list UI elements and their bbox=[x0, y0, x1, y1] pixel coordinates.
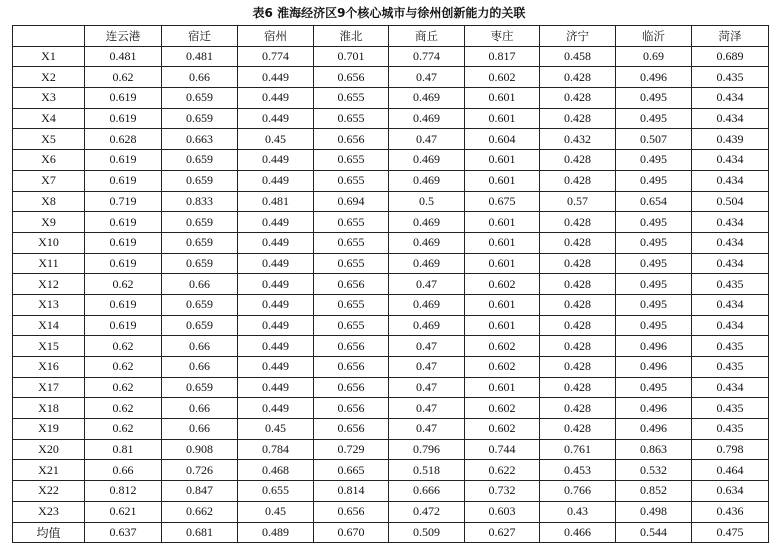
table-cell: 0.694 bbox=[314, 191, 389, 212]
table-cell: 0.469 bbox=[389, 150, 465, 171]
table-cell: 0.601 bbox=[465, 88, 540, 109]
table-body bbox=[13, 46, 769, 543]
table-cell: 0.449 bbox=[238, 274, 314, 295]
table-cell: 0.466 bbox=[540, 522, 616, 543]
table-cell: 0.602 bbox=[465, 274, 540, 295]
table-cell: 0.449 bbox=[238, 232, 314, 253]
row-label: X3 bbox=[13, 88, 85, 109]
table-row bbox=[13, 419, 769, 440]
row-label: X10 bbox=[13, 232, 85, 253]
table-row bbox=[13, 315, 769, 336]
table-cell: 0.449 bbox=[238, 212, 314, 233]
table-cell: 0.453 bbox=[540, 460, 616, 481]
table-cell: 0.495 bbox=[616, 212, 692, 233]
table-cell: 0.659 bbox=[162, 294, 238, 315]
table-cell: 0.469 bbox=[389, 108, 465, 129]
table-row bbox=[13, 294, 769, 315]
table-cell: 0.428 bbox=[540, 357, 616, 378]
row-label: X14 bbox=[13, 315, 85, 336]
table-cell: 0.518 bbox=[389, 460, 465, 481]
table-cell: 0.659 bbox=[162, 108, 238, 129]
table-cell: 0.619 bbox=[85, 294, 162, 315]
table-cell: 0.432 bbox=[540, 129, 616, 150]
table-cell: 0.656 bbox=[314, 501, 389, 522]
table-cell: 0.45 bbox=[238, 419, 314, 440]
row-label: X2 bbox=[13, 67, 85, 88]
row-label: X15 bbox=[13, 336, 85, 357]
table-cell: 0.659 bbox=[162, 88, 238, 109]
table-cell: 0.656 bbox=[314, 129, 389, 150]
table-cell: 0.602 bbox=[465, 67, 540, 88]
table-cell: 0.428 bbox=[540, 232, 616, 253]
table-cell: 0.481 bbox=[162, 46, 238, 67]
table-cell: 0.449 bbox=[238, 315, 314, 336]
row-label: X13 bbox=[13, 294, 85, 315]
table-cell: 0.69 bbox=[616, 46, 692, 67]
table-row bbox=[13, 150, 769, 171]
table-cell: 0.495 bbox=[616, 108, 692, 129]
row-label: X20 bbox=[13, 439, 85, 460]
table-cell: 0.637 bbox=[85, 522, 162, 543]
table-cell: 0.428 bbox=[540, 108, 616, 129]
table-cell: 0.619 bbox=[85, 150, 162, 171]
table-row bbox=[13, 67, 769, 88]
table-cell: 0.602 bbox=[465, 419, 540, 440]
table-cell: 0.656 bbox=[314, 419, 389, 440]
table-cell: 0.47 bbox=[389, 377, 465, 398]
table-cell: 0.449 bbox=[238, 150, 314, 171]
table-cell: 0.428 bbox=[540, 253, 616, 274]
table-cell: 0.62 bbox=[85, 377, 162, 398]
row-label: X11 bbox=[13, 253, 85, 274]
table-row bbox=[13, 232, 769, 253]
table-cell: 0.47 bbox=[389, 357, 465, 378]
table-cell: 0.469 bbox=[389, 253, 465, 274]
table-cell: 0.798 bbox=[692, 439, 769, 460]
table-cell: 0.814 bbox=[314, 481, 389, 502]
table-cell: 0.495 bbox=[616, 170, 692, 191]
table-cell: 0.66 bbox=[162, 398, 238, 419]
table-cell: 0.449 bbox=[238, 336, 314, 357]
table-cell: 0.45 bbox=[238, 129, 314, 150]
column-header: 淮北 bbox=[314, 26, 389, 47]
table-cell: 0.655 bbox=[314, 212, 389, 233]
table-cell: 0.601 bbox=[465, 150, 540, 171]
table-cell: 0.458 bbox=[540, 46, 616, 67]
table-cell: 0.659 bbox=[162, 170, 238, 191]
table-cell: 0.655 bbox=[314, 253, 389, 274]
table-cell: 0.655 bbox=[314, 108, 389, 129]
table-cell: 0.863 bbox=[616, 439, 692, 460]
table-cell: 0.619 bbox=[85, 232, 162, 253]
row-label: X12 bbox=[13, 274, 85, 295]
table-cell: 0.634 bbox=[692, 481, 769, 502]
table-cell: 0.436 bbox=[692, 501, 769, 522]
table-cell: 0.659 bbox=[162, 315, 238, 336]
table-cell: 0.774 bbox=[389, 46, 465, 67]
table-cell: 0.601 bbox=[465, 108, 540, 129]
table-row bbox=[13, 398, 769, 419]
table-cell: 0.45 bbox=[238, 501, 314, 522]
column-header: 连云港 bbox=[85, 26, 162, 47]
table-cell: 0.659 bbox=[162, 377, 238, 398]
table-cell: 0.434 bbox=[692, 150, 769, 171]
table-row bbox=[13, 191, 769, 212]
table-cell: 0.449 bbox=[238, 253, 314, 274]
table-cell: 0.744 bbox=[465, 439, 540, 460]
table-cell: 0.852 bbox=[616, 481, 692, 502]
table-row bbox=[13, 253, 769, 274]
row-label: X23 bbox=[13, 501, 85, 522]
row-label: X19 bbox=[13, 419, 85, 440]
table-cell: 0.601 bbox=[465, 232, 540, 253]
table-cell: 0.475 bbox=[692, 522, 769, 543]
table-row bbox=[13, 522, 769, 543]
table-row bbox=[13, 357, 769, 378]
table-cell: 0.601 bbox=[465, 294, 540, 315]
table-cell: 0.469 bbox=[389, 212, 465, 233]
table-cell: 0.496 bbox=[616, 419, 692, 440]
table-cell: 0.665 bbox=[314, 460, 389, 481]
table-cell: 0.656 bbox=[314, 336, 389, 357]
column-header: 宿州 bbox=[238, 26, 314, 47]
table-cell: 0.655 bbox=[314, 170, 389, 191]
table-row bbox=[13, 501, 769, 522]
table-cell: 0.434 bbox=[692, 377, 769, 398]
table-cell: 0.504 bbox=[692, 191, 769, 212]
table-cell: 0.622 bbox=[465, 460, 540, 481]
column-header: 菏泽 bbox=[692, 26, 769, 47]
table-cell: 0.449 bbox=[238, 357, 314, 378]
table-cell: 0.434 bbox=[692, 88, 769, 109]
table-cell: 0.495 bbox=[616, 232, 692, 253]
table-row bbox=[13, 46, 769, 67]
row-label: X18 bbox=[13, 398, 85, 419]
table-row bbox=[13, 170, 769, 191]
table-cell: 0.481 bbox=[85, 46, 162, 67]
table-cell: 0.435 bbox=[692, 419, 769, 440]
table-cell: 0.469 bbox=[389, 88, 465, 109]
table-cell: 0.726 bbox=[162, 460, 238, 481]
table-cell: 0.434 bbox=[692, 294, 769, 315]
table-cell: 0.602 bbox=[465, 398, 540, 419]
table-cell: 0.435 bbox=[692, 336, 769, 357]
table-cell: 0.81 bbox=[85, 439, 162, 460]
table-row bbox=[13, 88, 769, 109]
table-row bbox=[13, 108, 769, 129]
table-row bbox=[13, 460, 769, 481]
table-cell: 0.719 bbox=[85, 191, 162, 212]
table-cell: 0.469 bbox=[389, 294, 465, 315]
table-cell: 0.495 bbox=[616, 377, 692, 398]
table-cell: 0.655 bbox=[314, 88, 389, 109]
table-cell: 0.5 bbox=[389, 191, 465, 212]
table-cell: 0.469 bbox=[389, 170, 465, 191]
table-cell: 0.655 bbox=[314, 150, 389, 171]
table-cell: 0.817 bbox=[465, 46, 540, 67]
table-cell: 0.681 bbox=[162, 522, 238, 543]
table-cell: 0.47 bbox=[389, 398, 465, 419]
table-cell: 0.655 bbox=[238, 481, 314, 502]
table-cell: 0.656 bbox=[314, 377, 389, 398]
table-cell: 0.602 bbox=[465, 336, 540, 357]
table-cell: 0.428 bbox=[540, 170, 616, 191]
column-header: 商丘 bbox=[389, 26, 465, 47]
column-header: 济宁 bbox=[540, 26, 616, 47]
row-label: X4 bbox=[13, 108, 85, 129]
table-row bbox=[13, 481, 769, 502]
table-cell: 0.601 bbox=[465, 253, 540, 274]
row-label: X1 bbox=[13, 46, 85, 67]
table-cell: 0.659 bbox=[162, 150, 238, 171]
table-cell: 0.47 bbox=[389, 419, 465, 440]
table-cell: 0.509 bbox=[389, 522, 465, 543]
row-label: X17 bbox=[13, 377, 85, 398]
table-cell: 0.434 bbox=[692, 212, 769, 233]
row-label: 均值 bbox=[13, 522, 85, 543]
table-cell: 0.495 bbox=[616, 150, 692, 171]
row-label: X22 bbox=[13, 481, 85, 502]
table-cell: 0.449 bbox=[238, 170, 314, 191]
table-cell: 0.428 bbox=[540, 377, 616, 398]
table-cell: 0.62 bbox=[85, 398, 162, 419]
table-cell: 0.812 bbox=[85, 481, 162, 502]
table-cell: 0.449 bbox=[238, 398, 314, 419]
table-cell: 0.761 bbox=[540, 439, 616, 460]
table-cell: 0.659 bbox=[162, 253, 238, 274]
table-cell: 0.43 bbox=[540, 501, 616, 522]
table-cell: 0.66 bbox=[85, 460, 162, 481]
table-cell: 0.428 bbox=[540, 274, 616, 295]
table-cell: 0.66 bbox=[162, 357, 238, 378]
column-header: 宿迁 bbox=[162, 26, 238, 47]
table-cell: 0.428 bbox=[540, 336, 616, 357]
table-cell: 0.507 bbox=[616, 129, 692, 150]
row-label: X21 bbox=[13, 460, 85, 481]
header-corner bbox=[13, 26, 85, 47]
table-cell: 0.619 bbox=[85, 315, 162, 336]
table-cell: 0.601 bbox=[465, 315, 540, 336]
table-cell: 0.796 bbox=[389, 439, 465, 460]
table-cell: 0.655 bbox=[314, 232, 389, 253]
table-cell: 0.495 bbox=[616, 274, 692, 295]
table-cell: 0.449 bbox=[238, 108, 314, 129]
table-cell: 0.489 bbox=[238, 522, 314, 543]
table-cell: 0.619 bbox=[85, 212, 162, 233]
table-cell: 0.435 bbox=[692, 274, 769, 295]
table-cell: 0.495 bbox=[616, 294, 692, 315]
table-cell: 0.435 bbox=[692, 67, 769, 88]
table-cell: 0.434 bbox=[692, 232, 769, 253]
table-cell: 0.449 bbox=[238, 88, 314, 109]
table-cell: 0.655 bbox=[314, 294, 389, 315]
table-cell: 0.47 bbox=[389, 129, 465, 150]
table-cell: 0.619 bbox=[85, 108, 162, 129]
table-cell: 0.627 bbox=[465, 522, 540, 543]
header-row bbox=[13, 26, 769, 47]
table-cell: 0.663 bbox=[162, 129, 238, 150]
table-cell: 0.481 bbox=[238, 191, 314, 212]
table-cell: 0.449 bbox=[238, 377, 314, 398]
table-cell: 0.62 bbox=[85, 419, 162, 440]
table-cell: 0.428 bbox=[540, 398, 616, 419]
table-cell: 0.434 bbox=[692, 253, 769, 274]
table-cell: 0.602 bbox=[465, 357, 540, 378]
table-row bbox=[13, 274, 769, 295]
table-cell: 0.495 bbox=[616, 253, 692, 274]
table-cell: 0.659 bbox=[162, 232, 238, 253]
table-cell: 0.604 bbox=[465, 129, 540, 150]
table-cell: 0.666 bbox=[389, 481, 465, 502]
table-cell: 0.434 bbox=[692, 315, 769, 336]
table-cell: 0.434 bbox=[692, 108, 769, 129]
table-cell: 0.603 bbox=[465, 501, 540, 522]
table-cell: 0.428 bbox=[540, 212, 616, 233]
table-cell: 0.833 bbox=[162, 191, 238, 212]
row-label: X5 bbox=[13, 129, 85, 150]
table-cell: 0.656 bbox=[314, 398, 389, 419]
table-cell: 0.774 bbox=[238, 46, 314, 67]
table-cell: 0.621 bbox=[85, 501, 162, 522]
table-cell: 0.766 bbox=[540, 481, 616, 502]
table-row bbox=[13, 129, 769, 150]
table-cell: 0.439 bbox=[692, 129, 769, 150]
table-cell: 0.62 bbox=[85, 67, 162, 88]
table-cell: 0.601 bbox=[465, 377, 540, 398]
table-cell: 0.675 bbox=[465, 191, 540, 212]
table-cell: 0.601 bbox=[465, 212, 540, 233]
table-cell: 0.66 bbox=[162, 336, 238, 357]
table-cell: 0.62 bbox=[85, 336, 162, 357]
table-cell: 0.496 bbox=[616, 398, 692, 419]
table-cell: 0.66 bbox=[162, 67, 238, 88]
table-cell: 0.495 bbox=[616, 88, 692, 109]
table-cell: 0.469 bbox=[389, 232, 465, 253]
table-cell: 0.449 bbox=[238, 294, 314, 315]
table-cell: 0.66 bbox=[162, 419, 238, 440]
table-cell: 0.732 bbox=[465, 481, 540, 502]
table-cell: 0.847 bbox=[162, 481, 238, 502]
row-label: X9 bbox=[13, 212, 85, 233]
table-cell: 0.655 bbox=[314, 315, 389, 336]
table-cell: 0.469 bbox=[389, 315, 465, 336]
table-cell: 0.66 bbox=[162, 274, 238, 295]
table-title: 表6 淮海经济区9个核心城市与徐州创新能力的关联 bbox=[252, 6, 526, 20]
table-cell: 0.701 bbox=[314, 46, 389, 67]
table-cell: 0.464 bbox=[692, 460, 769, 481]
table-cell: 0.619 bbox=[85, 253, 162, 274]
table-cell: 0.689 bbox=[692, 46, 769, 67]
table-cell: 0.544 bbox=[616, 522, 692, 543]
table-cell: 0.449 bbox=[238, 67, 314, 88]
table-row bbox=[13, 439, 769, 460]
table-row bbox=[13, 336, 769, 357]
table-cell: 0.57 bbox=[540, 191, 616, 212]
table-cell: 0.435 bbox=[692, 398, 769, 419]
table-row bbox=[13, 212, 769, 233]
table-cell: 0.532 bbox=[616, 460, 692, 481]
table-cell: 0.601 bbox=[465, 170, 540, 191]
table-cell: 0.656 bbox=[314, 67, 389, 88]
table-cell: 0.619 bbox=[85, 170, 162, 191]
table-cell: 0.468 bbox=[238, 460, 314, 481]
table-cell: 0.472 bbox=[389, 501, 465, 522]
table-row bbox=[13, 377, 769, 398]
table-cell: 0.628 bbox=[85, 129, 162, 150]
table-cell: 0.496 bbox=[616, 357, 692, 378]
table-cell: 0.784 bbox=[238, 439, 314, 460]
table-cell: 0.908 bbox=[162, 439, 238, 460]
table-cell: 0.434 bbox=[692, 170, 769, 191]
row-label: X6 bbox=[13, 150, 85, 171]
column-header: 枣庄 bbox=[465, 26, 540, 47]
table-cell: 0.656 bbox=[314, 357, 389, 378]
table-cell: 0.670 bbox=[314, 522, 389, 543]
table-cell: 0.428 bbox=[540, 88, 616, 109]
table-cell: 0.619 bbox=[85, 88, 162, 109]
row-label: X8 bbox=[13, 191, 85, 212]
row-label: X7 bbox=[13, 170, 85, 191]
table-cell: 0.428 bbox=[540, 315, 616, 336]
table-cell: 0.729 bbox=[314, 439, 389, 460]
table-cell: 0.428 bbox=[540, 67, 616, 88]
row-label: X16 bbox=[13, 357, 85, 378]
table-cell: 0.498 bbox=[616, 501, 692, 522]
table-cell: 0.47 bbox=[389, 274, 465, 295]
table-cell: 0.495 bbox=[616, 315, 692, 336]
table-cell: 0.47 bbox=[389, 336, 465, 357]
table-cell: 0.428 bbox=[540, 150, 616, 171]
table-cell: 0.428 bbox=[540, 294, 616, 315]
table-cell: 0.47 bbox=[389, 67, 465, 88]
column-header: 临沂 bbox=[616, 26, 692, 47]
table-cell: 0.659 bbox=[162, 212, 238, 233]
table-cell: 0.428 bbox=[540, 419, 616, 440]
correlation-table bbox=[12, 25, 769, 543]
table-cell: 0.62 bbox=[85, 274, 162, 295]
table-cell: 0.662 bbox=[162, 501, 238, 522]
table-cell: 0.62 bbox=[85, 357, 162, 378]
table-cell: 0.435 bbox=[692, 357, 769, 378]
table-cell: 0.496 bbox=[616, 336, 692, 357]
table-cell: 0.656 bbox=[314, 274, 389, 295]
table-cell: 0.654 bbox=[616, 191, 692, 212]
table-cell: 0.496 bbox=[616, 67, 692, 88]
